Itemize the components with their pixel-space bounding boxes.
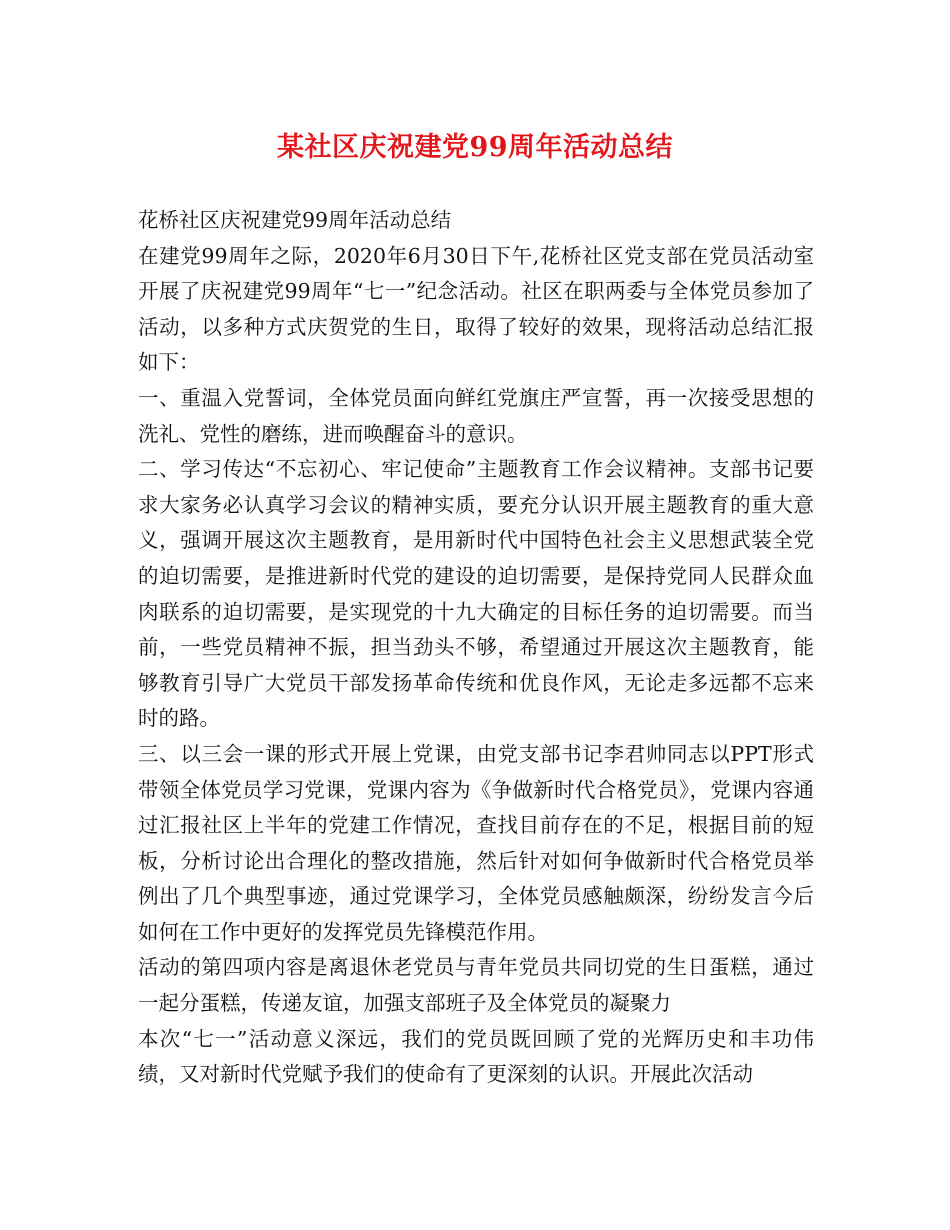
paragraph-item-2: 二、学习传达“不忘初心、牢记使命”主题教育工作会议精神。支部书记要求大家务必认真学习会议的精神实质，要充分认识开展主题教育的重大意义，强调开展这次主题教育，是用新时代中国特色社会主义思想武装全党的迫切需要，是推进新时代党的建设的迫切需要，是保持党同人民群众血肉联系的迫切需要，是实现党的十九大确定的目标任务的迫切需要。而当前，一些党员精神不振，担当劲头不够，希望通过开展这次主题教育，能够教育引导广大党员干部发扬革命传统和优良作风，无论走多远都不忘来时的路。 (138, 457, 814, 731)
paragraph-item-4: 活动的第四项内容是离退休老党员与青年党员共同切党的生日蛋糕，通过一起分蛋糕，传递友谊，加强支部班子及全体党员的凝聚力 (138, 955, 814, 1016)
paragraph-item-1: 一、重温入党誓词，全体党员面向鲜红党旗庄严宣誓，再一次接受思想的洗礼、党性的磨练，进而唤醒奋斗的意识。 (138, 385, 814, 446)
paragraph-item-3: 三、以三会一课的形式开展上党课，由党支部书记李君帅同志以PPT形式带领全体党员学习党课，党课内容为《争做新时代合格党员》，党课内容通过汇报社区上半年的党建工作情况，查找目前存在的不足，根据目前的短板，分析讨论出合理化的整改措施，然后针对如何争做新时代合格党员举例出了几个典型事迹，通过党课学习，全体党员感触颇深，纷纷发言今后如何在工作中更好的发挥党员先锋模范作用。 (138, 741, 814, 944)
paragraph-subtitle: 花桥社区庆祝建党99周年活动总结 (138, 208, 452, 232)
document-title: 某社区庆祝建党99周年活动总结 (276, 132, 674, 163)
paragraph-conclusion: 本次“七一”活动意义深远，我们的党员既回顾了党的光辉历史和丰功伟绩，又对新时代党赋予我们的使命有了更深刻的认识。开展此次活动 (138, 1026, 814, 1087)
paragraph-intro: 在建党99周年之际，2020年6月30日下午,花桥社区党支部在党员活动室开展了庆祝建党99周年“七一”纪念活动。社区在职两委与全体党员参加了活动，以多种方式庆贺党的生日，取得了较好的效果，现将活动总结汇报如下： (138, 243, 814, 375)
document-body (138, 203, 814, 1093)
